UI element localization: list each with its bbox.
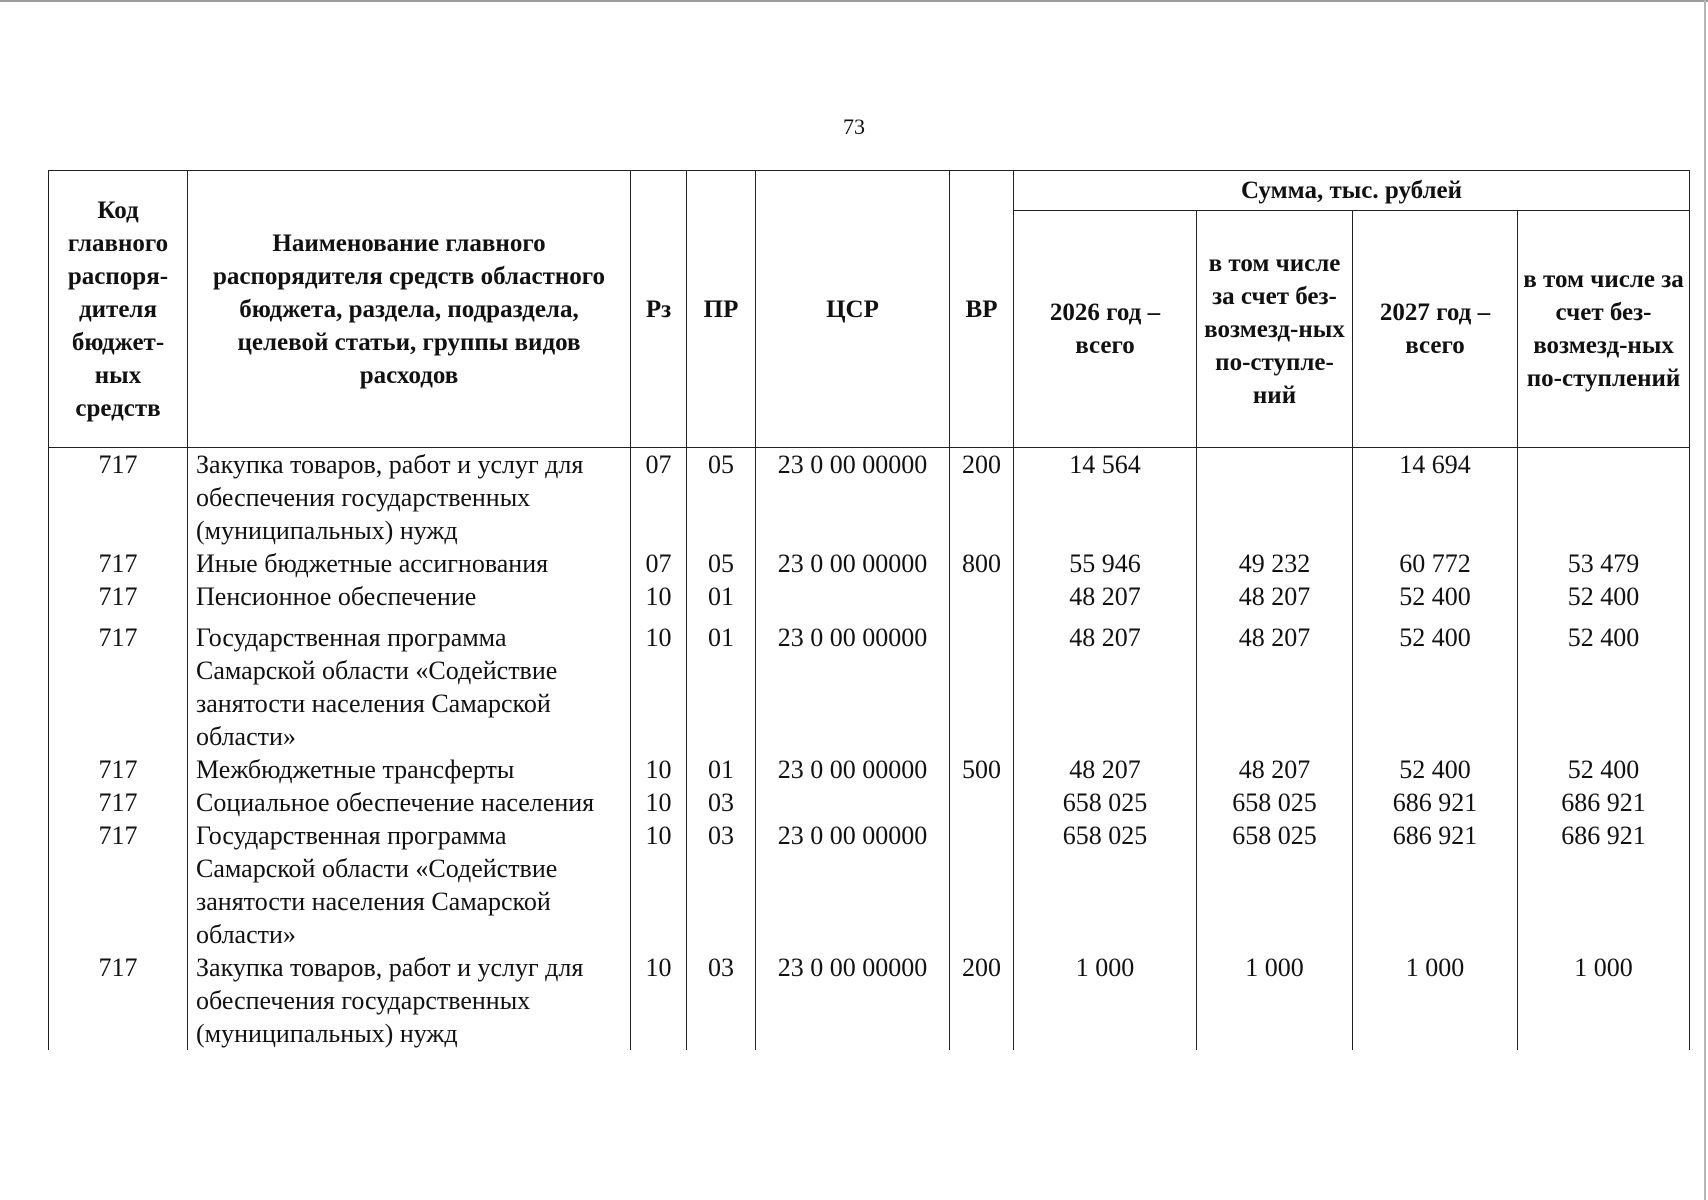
cell-pr: 01 <box>687 613 756 753</box>
cell-2027-free: 52 400 <box>1518 613 1690 753</box>
cell-2026-free: 658 025 <box>1197 819 1353 951</box>
cell-2027-free: 686 921 <box>1518 819 1690 951</box>
table-row <box>49 547 1690 580</box>
cell-2027-total: 52 400 <box>1353 753 1518 786</box>
cell-2027-total: 1 000 <box>1353 951 1518 1050</box>
header-csr: ЦСР <box>756 171 950 448</box>
cell-2026-free <box>1197 448 1353 548</box>
table-row <box>49 613 1690 753</box>
cell-name: Иные бюджетные ассигнования <box>188 547 631 580</box>
cell-code: 717 <box>49 448 188 548</box>
cell-code: 717 <box>49 580 188 613</box>
page-number: 73 <box>843 114 865 139</box>
cell-pr: 03 <box>687 819 756 951</box>
cell-vr: 200 <box>950 951 1014 1050</box>
cell-2026-free: 658 025 <box>1197 786 1353 819</box>
header-2026-total: 2026 год – всего <box>1014 211 1197 448</box>
cell-code: 717 <box>49 613 188 753</box>
cell-pr: 05 <box>687 547 756 580</box>
cell-2026-free: 48 207 <box>1197 580 1353 613</box>
cell-csr: 23 0 00 00000 <box>756 547 950 580</box>
cell-vr <box>950 819 1014 951</box>
cell-pr: 05 <box>687 448 756 548</box>
header-2027-free: в том числе за счет без-возмезд-ных по-ступлений <box>1518 211 1690 448</box>
cell-pr: 01 <box>687 580 756 613</box>
cell-name: Социальное обеспечение населения <box>188 786 631 819</box>
cell-rz: 10 <box>631 786 687 819</box>
scan-border-top <box>0 0 1708 2</box>
cell-name: Государственная программа Самарской области «Содействие занятости населения Самарской области» <box>188 613 631 753</box>
header-2026-free: в том числе за счет без-возмезд-ных по-ступле-ний <box>1197 211 1353 448</box>
cell-vr: 500 <box>950 753 1014 786</box>
cell-2027-free: 53 479 <box>1518 547 1690 580</box>
cell-rz: 10 <box>631 580 687 613</box>
cell-code: 717 <box>49 819 188 951</box>
cell-csr: 23 0 00 00000 <box>756 951 950 1050</box>
cell-2026-free: 49 232 <box>1197 547 1353 580</box>
cell-2027-free: 1 000 <box>1518 951 1690 1050</box>
cell-vr <box>950 613 1014 753</box>
cell-2026-total: 658 025 <box>1014 786 1197 819</box>
cell-csr: 23 0 00 00000 <box>756 613 950 753</box>
header-name: Наименование главного распорядителя средств областного бюджета, раздела, подраздела, целевой статьи, группы видов расходов <box>188 171 631 448</box>
cell-2026-free: 48 207 <box>1197 613 1353 753</box>
cell-csr: 23 0 00 00000 <box>756 753 950 786</box>
cell-rz: 07 <box>631 547 687 580</box>
cell-2027-total: 52 400 <box>1353 613 1518 753</box>
cell-2027-total: 60 772 <box>1353 547 1518 580</box>
cell-name: Пенсионное обеспечение <box>188 580 631 613</box>
cell-pr: 01 <box>687 753 756 786</box>
cell-2027-free: 52 400 <box>1518 753 1690 786</box>
cell-2026-free: 48 207 <box>1197 753 1353 786</box>
header-pr: ПР <box>687 171 756 448</box>
cell-pr: 03 <box>687 786 756 819</box>
cell-code: 717 <box>49 951 188 1050</box>
cell-csr <box>756 580 950 613</box>
cell-2027-free <box>1518 448 1690 548</box>
cell-csr <box>756 786 950 819</box>
table-row <box>49 819 1690 951</box>
cell-rz: 10 <box>631 613 687 753</box>
cell-rz: 07 <box>631 448 687 548</box>
cell-csr: 23 0 00 00000 <box>756 819 950 951</box>
table-row <box>49 786 1690 819</box>
cell-vr <box>950 786 1014 819</box>
cell-2027-free: 686 921 <box>1518 786 1690 819</box>
cell-rz: 10 <box>631 819 687 951</box>
cell-name: Межбюджетные трансферты <box>188 753 631 786</box>
cell-2026-total: 48 207 <box>1014 753 1197 786</box>
cell-2026-total: 1 000 <box>1014 951 1197 1050</box>
table-body <box>49 448 1690 1051</box>
cell-2027-total: 686 921 <box>1353 786 1518 819</box>
budget-table <box>48 170 1690 1050</box>
cell-vr: 200 <box>950 448 1014 548</box>
cell-csr: 23 0 00 00000 <box>756 448 950 548</box>
table-header <box>49 171 1690 448</box>
header-2027-total: 2027 год – всего <box>1353 211 1518 448</box>
cell-2027-total: 686 921 <box>1353 819 1518 951</box>
table-row <box>49 580 1690 613</box>
cell-2027-total: 52 400 <box>1353 580 1518 613</box>
cell-name: Закупка товаров, работ и услуг для обеспечения государственных (муниципальных) нужд <box>188 951 631 1050</box>
cell-2026-total: 14 564 <box>1014 448 1197 548</box>
cell-2026-total: 658 025 <box>1014 819 1197 951</box>
cell-code: 717 <box>49 753 188 786</box>
cell-code: 717 <box>49 786 188 819</box>
scan-border-right <box>1704 0 1706 1200</box>
cell-2026-total: 55 946 <box>1014 547 1197 580</box>
cell-2027-free: 52 400 <box>1518 580 1690 613</box>
cell-code: 717 <box>49 547 188 580</box>
cell-2026-free: 1 000 <box>1197 951 1353 1050</box>
cell-name: Государственная программа Самарской области «Содействие занятости населения Самарской области» <box>188 819 631 951</box>
cell-2026-total: 48 207 <box>1014 613 1197 753</box>
cell-2026-total: 48 207 <box>1014 580 1197 613</box>
cell-vr <box>950 580 1014 613</box>
cell-rz: 10 <box>631 753 687 786</box>
table-row <box>49 448 1690 548</box>
table-row <box>49 951 1690 1050</box>
table-row <box>49 753 1690 786</box>
header-code: Код главного распоря-дителя бюджет-ных средств <box>49 171 188 448</box>
header-vr: ВР <box>950 171 1014 448</box>
cell-rz: 10 <box>631 951 687 1050</box>
cell-2027-total: 14 694 <box>1353 448 1518 548</box>
header-sum: Сумма, тыс. рублей <box>1014 171 1690 211</box>
cell-vr: 800 <box>950 547 1014 580</box>
header-rz: Рз <box>631 171 687 448</box>
cell-pr: 03 <box>687 951 756 1050</box>
cell-name: Закупка товаров, работ и услуг для обеспечения государственных (муниципальных) нужд <box>188 448 631 548</box>
